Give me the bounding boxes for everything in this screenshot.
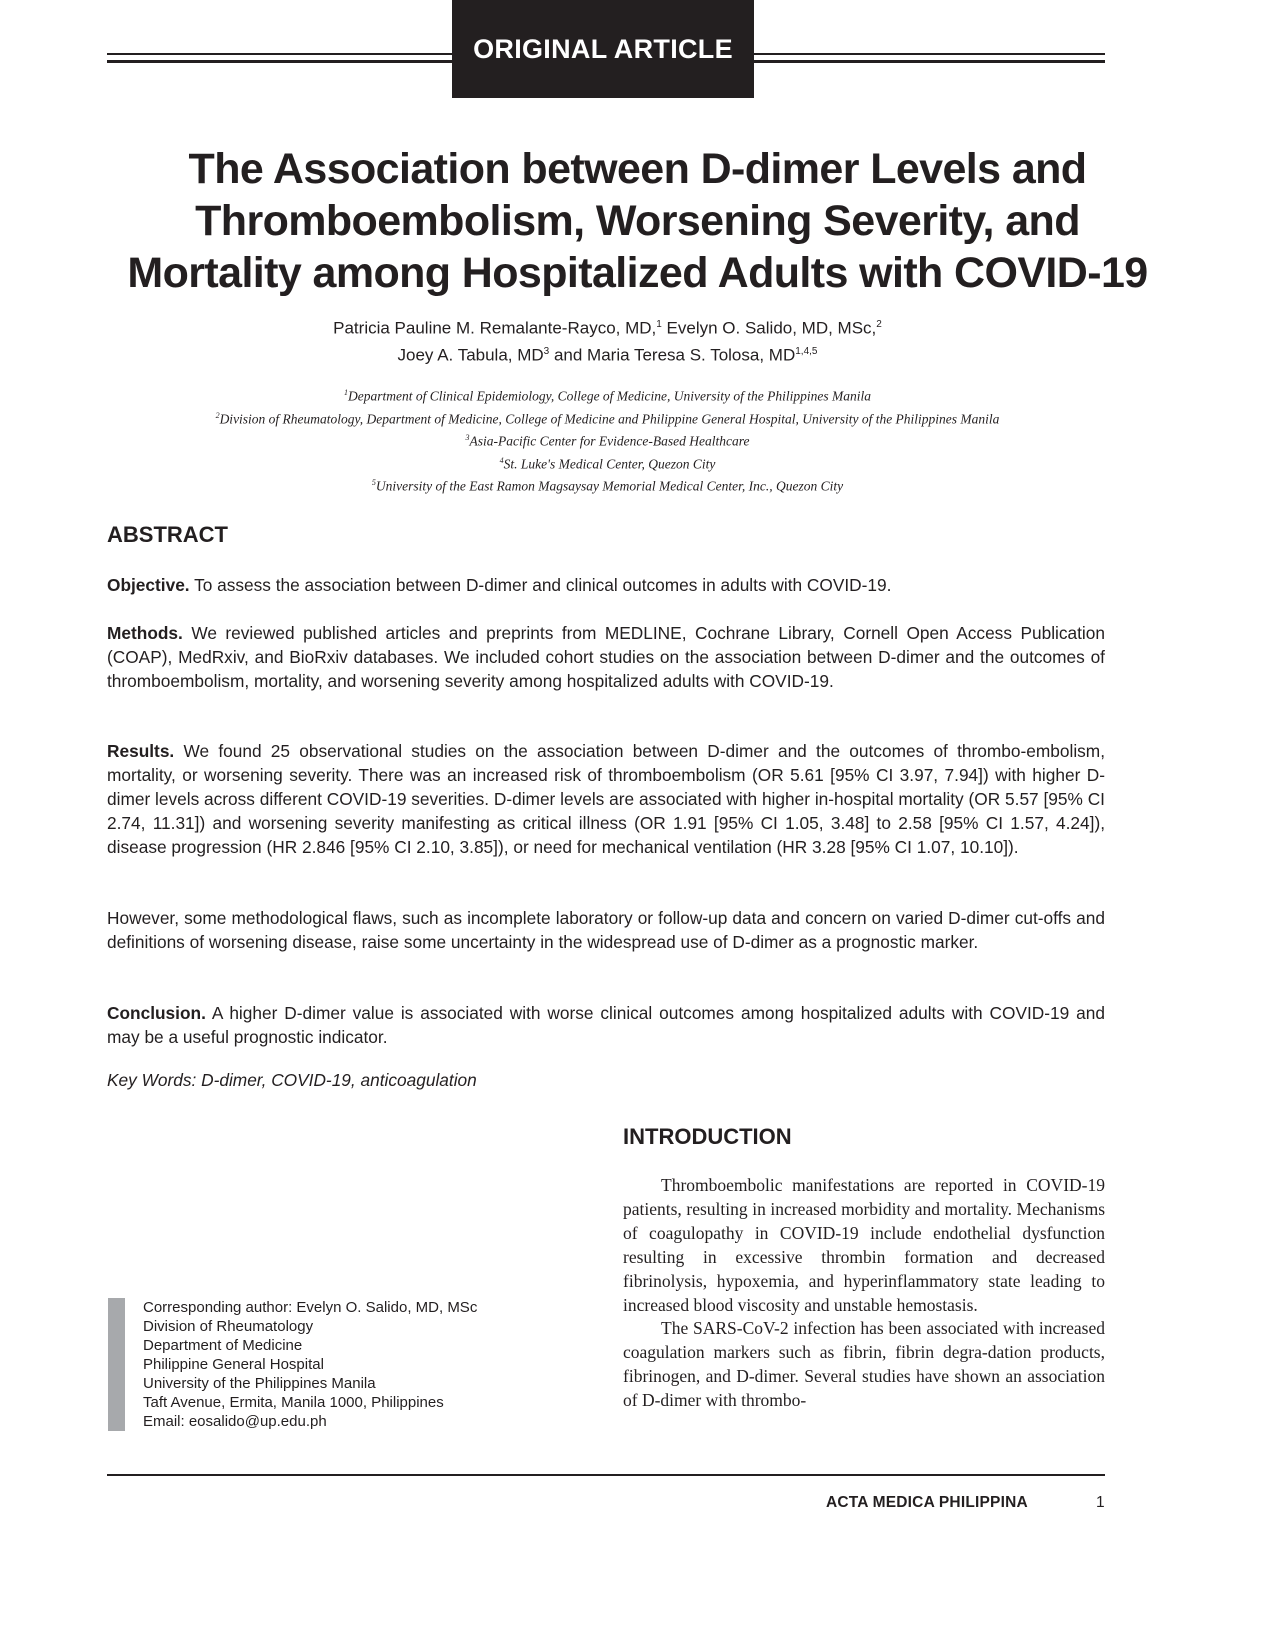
affiliation: $^5$University of the East Ramon Magsaysay Memorial Medical Center, Inc., Quezon City (371, 478, 844, 494)
abstract-methods: Methods. We reviewed published articles and preprints from MEDLINE, Cochrane Library, Cornell Open Access Publication (COAP), MedRxiv, and BioRxiv databases. We included cohort studies on the association between D-dimer and the outcomes of thromboembolism, mortality, and worsening severity among hospitalized adults with COVID-19. (107, 623, 1105, 691)
author-name: and Maria Teresa S. Tolosa, MD (549, 345, 796, 365)
article-title (60, 143, 1215, 299)
introduction-body (623, 1174, 1105, 1413)
correspondence-bar (108, 1298, 125, 1431)
keywords: Key Words: D-dimer, COVID-19, anticoagulation (107, 1070, 477, 1090)
section-badge: ORIGINAL ARTICLE (452, 0, 754, 98)
author-sup: 3 (543, 345, 550, 357)
author-name: Joey A. Tabula, MD (397, 345, 544, 365)
title-line: The Association between D-dimer Levels and (188, 145, 1087, 193)
title-line: Mortality among Hospitalized Adults with COVID-19 (127, 249, 1148, 297)
author-name: Patricia Pauline M. Remalante-Rayco, MD, (333, 318, 657, 338)
affiliation: $^2$Division of Rheumatology, Department of Medicine, College of Medicine and Philippine General Hospital, University of the Philippines Manila (215, 410, 1000, 426)
footer-rule (107, 1474, 1105, 1476)
abstract-objective: Objective. To assess the association between D-dimer and clinical outcomes in adults with COVID-19. (107, 575, 892, 595)
paragraph: The SARS-CoV-2 infection has been associated with increased coagulation markers such as fibrin, fibrin degra-dation products, fibrinogen, and D-dimer. Several studies have shown an association of D-dimer with thrombo- (623, 1318, 1105, 1411)
affiliation-list (100, 383, 1115, 496)
correspondence-block: Corresponding author: Evelyn O. Salido, MD, MSc Division of Rheumatology Department of Medicine Philippine General Hospital University of the Philippines Manila Taft Avenue, Ermita, Manila 1000, Philippines Email: eosalido@up.edu.ph (143, 1299, 478, 1430)
author-list (100, 313, 1115, 366)
title-line: Thromboembolism, Worsening Severity, and (195, 197, 1080, 245)
abstract-conclusion: Conclusion. A higher D-dimer value is associated with worse clinical outcomes among hospitalized adults with COVID-19 and may be a useful prognostic indicator. (107, 1003, 1105, 1047)
email-link[interactable]: Email: eosalido@up.edu.ph (143, 1413, 327, 1430)
page-number: 1 (1096, 1494, 1105, 1511)
author-sup: 1 (656, 319, 662, 330)
affiliation: $^3$Asia-Pacific Center for Evidence-Based Healthcare (465, 433, 750, 449)
introduction-heading: INTRODUCTION (623, 1124, 792, 1149)
paragraph: Thromboembolic manifestations are reported in COVID-19 patients, resulting in increased morbidity and mortality. Mechanisms of coagulopathy in COVID-19 include endothelial dysfunction resulting in excessive thrombin formation and decreased fibrinolysis, hypoxemia, and hyperinflammatory state leading to increased blood viscosity and unstable hemostasis. (623, 1175, 1105, 1315)
author-sup: 2 (876, 319, 882, 330)
author-sup: 1,4,5 (795, 345, 818, 357)
affiliation: $^4$St. Luke's Medical Center, Quezon City (499, 455, 716, 471)
author-name: Evelyn O. Salido, MD, MSc, (661, 318, 877, 338)
abstract-heading: ABSTRACT (107, 522, 228, 547)
affiliation: $^1$Department of Clinical Epidemiology, College of Medicine, University of the Philippines Manila (343, 388, 872, 404)
journal-name: ACTA MEDICA PHILIPPINA (826, 1494, 1028, 1511)
abstract-results: Results. We found 25 observational studies on the association between D-dimer and the outcomes of thrombo-embolism, mortality, or worsening severity. There was an increased risk of thromboembolism (OR 5.61 [95% CI 3.97, 7.94]) with higher D-dimer levels across different COVID-19 severities. D-dimer levels are associated with higher in-hospital mortality (OR 5.57 [95% CI 2.74, 11.31]) and worsening severity manifesting as critical illness (OR 1.91 [95% CI 1.05, 3.48] to 2.58 [95% CI 1.57, 4.24]), disease progression (HR 2.846 [95% CI 2.10, 3.85]), or need for mechanical ventilation (HR 3.28 [95% CI 1.07, 10.10]). (107, 741, 1105, 857)
abstract-limitations: However, some methodological flaws, such as incomplete laboratory or follow-up data and concern on varied D-dimer cut-offs and definitions of worsening disease, raise some uncertainty in the widespread use of D-dimer as a prognostic marker. (107, 908, 1105, 952)
